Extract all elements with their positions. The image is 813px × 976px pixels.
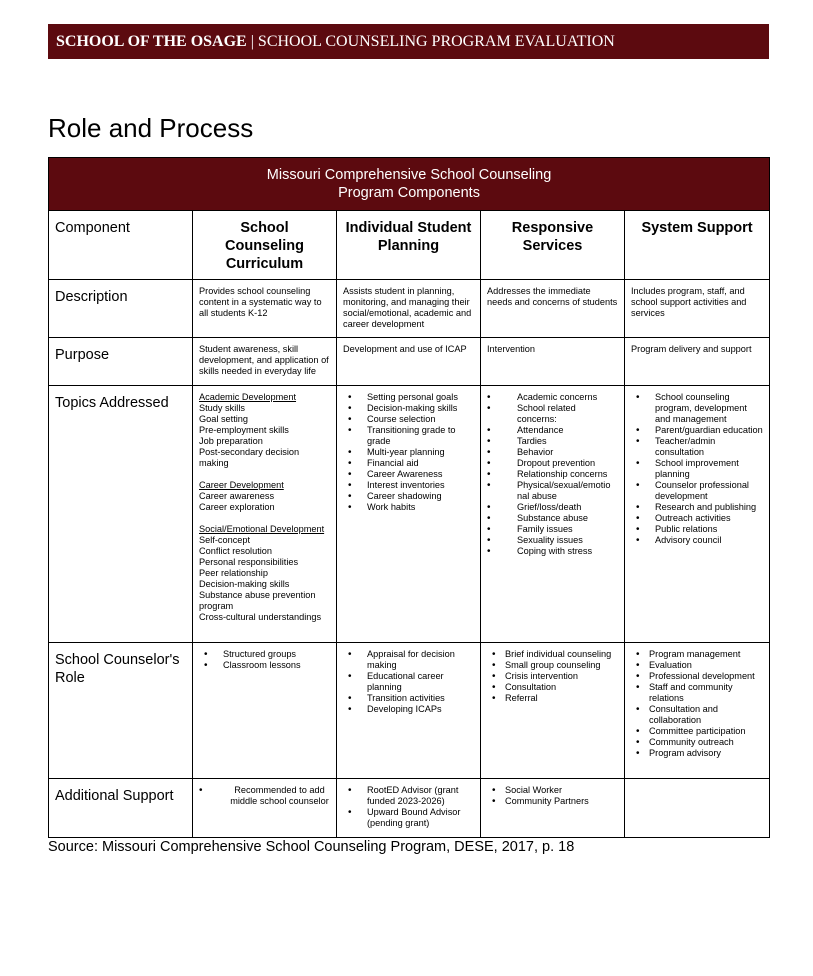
purpose-system: Program delivery and support — [625, 338, 770, 386]
row-label-description: Description — [49, 280, 193, 338]
list-item: • Counselor professional development — [631, 480, 763, 502]
topic-item: Job preparation — [199, 436, 263, 446]
topic-item: Decision-making skills — [199, 579, 290, 589]
list-item: • Program management — [631, 649, 763, 660]
purpose-responsive: Intervention — [481, 338, 625, 386]
list-item: • Advisory council — [631, 535, 763, 546]
list-item: • Parent/guardian education — [631, 425, 763, 436]
row-label-support: Additional Support — [49, 779, 193, 838]
corner-label: Component — [49, 211, 193, 280]
list-item: • Brief individual counseling — [487, 649, 618, 660]
role-system — [625, 643, 770, 779]
list-item: • Program advisory — [631, 748, 763, 759]
list-item: • School counseling program, development and management — [631, 392, 763, 425]
banner-separator: | — [250, 33, 254, 50]
list-item: • Substance abuse — [487, 513, 618, 524]
role-curriculum — [193, 643, 337, 779]
list-item: • Appraisal for decision making — [343, 649, 474, 671]
list-item: • Decision-making skills — [343, 403, 474, 414]
row-label-role: School Counselor's Role — [49, 643, 193, 779]
list-item: • Physical/sexual/emotio nal abuse — [487, 480, 618, 502]
list-item: • Community Partners — [487, 796, 618, 807]
col-header-responsive: Responsive Services — [481, 211, 625, 280]
list-item: • Teacher/admin consultation — [631, 436, 763, 458]
topics-system-list — [631, 392, 763, 546]
table-title-line2: Program Components — [338, 185, 480, 201]
list-item: • RootED Advisor (grant funded 2023-2026) — [343, 785, 474, 807]
topics-responsive-list — [487, 392, 618, 557]
topic-item: Pre-employment skills — [199, 425, 289, 435]
topics-planning-list — [343, 392, 474, 513]
topic-item: Substance abuse prevention program — [199, 590, 316, 611]
list-item: • Evaluation — [631, 660, 763, 671]
topic-item: Self-concept — [199, 535, 251, 545]
topic-item: Peer relationship — [199, 568, 268, 578]
description-system: Includes program, staff, and school support activities and services — [625, 280, 770, 338]
list-item: • Developing ICAPs — [343, 704, 474, 715]
topic-group-heading: Academic Development — [199, 392, 297, 402]
list-item: • Staff and community relations — [631, 682, 763, 704]
purpose-planning: Development and use of ICAP — [337, 338, 481, 386]
col-header-planning: Individual Student Planning — [337, 211, 481, 280]
list-item: • Transition activities — [343, 693, 474, 704]
list-item: • Coping with stress — [487, 546, 618, 557]
school-name: SCHOOL OF THE OSAGE — [56, 33, 247, 50]
support-responsive-list — [487, 785, 618, 807]
list-item: • Grief/loss/death — [487, 502, 618, 513]
list-item: • Research and publishing — [631, 502, 763, 513]
support-planning — [337, 779, 481, 838]
table-title-line1: Missouri Comprehensive School Counseling — [266, 167, 552, 183]
list-item: • Multi-year planning — [343, 447, 474, 458]
list-item: • Public relations — [631, 524, 763, 535]
list-item: • School improvement planning — [631, 458, 763, 480]
role-system-list — [631, 649, 763, 759]
list-item: • Transitioning grade to grade — [343, 425, 474, 447]
list-item: • Relationship concerns — [487, 469, 618, 480]
row-label-topics: Topics Addressed — [49, 386, 193, 643]
topics-planning — [337, 386, 481, 643]
topic-item: Personal responsibilities — [199, 557, 299, 567]
list-item: • Social Worker — [487, 785, 618, 796]
table-title — [49, 158, 770, 211]
topic-item: Post-secondary decision making — [199, 447, 300, 468]
list-item: • Recommended to add middle school counselor — [199, 785, 330, 807]
list-item: • Work habits — [343, 502, 474, 513]
row-label-purpose: Purpose — [49, 338, 193, 386]
topic-group-heading: Social/Emotional Development — [199, 524, 325, 534]
list-item: • Outreach activities — [631, 513, 763, 524]
topic-item: Career exploration — [199, 502, 275, 512]
role-planning-list — [343, 649, 474, 715]
list-item: • Dropout prevention — [487, 458, 618, 469]
support-responsive — [481, 779, 625, 838]
list-item: • Family issues — [487, 524, 618, 535]
topic-group-heading: Career Development — [199, 480, 284, 490]
topic-item: Conflict resolution — [199, 546, 273, 556]
role-planning — [337, 643, 481, 779]
source-citation: Source: Missouri Comprehensive School Counseling Program, DESE, 2017, p. 18 — [48, 839, 575, 855]
list-item: • Interest inventories — [343, 480, 474, 491]
support-curriculum — [193, 779, 337, 838]
role-curriculum-list — [199, 649, 330, 671]
list-item: • Consultation — [487, 682, 618, 693]
col-header-curriculum: School Counseling Curriculum — [193, 211, 337, 280]
list-item: • Career Awareness — [343, 469, 474, 480]
topics-curriculum — [193, 386, 337, 643]
list-item: • Career shadowing — [343, 491, 474, 502]
list-item: • Referral — [487, 693, 618, 704]
topic-item: Study skills — [199, 403, 245, 413]
page-title: Role and Process — [48, 113, 254, 143]
role-responsive-list — [487, 649, 618, 704]
components-table — [48, 157, 770, 838]
list-item: • School related concerns: — [487, 403, 618, 425]
list-item: • Classroom lessons — [199, 660, 330, 671]
topic-item: Cross-cultural understandings — [199, 612, 322, 622]
description-responsive: Addresses the immediate needs and concerns of students — [481, 280, 625, 338]
list-item: • Crisis intervention — [487, 671, 618, 682]
list-item: • Structured groups — [199, 649, 330, 660]
header-banner — [48, 24, 769, 59]
list-item: • Professional development — [631, 671, 763, 682]
list-item: • Academic concerns — [487, 392, 618, 403]
list-item: • Setting personal goals — [343, 392, 474, 403]
list-item: • Course selection — [343, 414, 474, 425]
topics-system — [625, 386, 770, 643]
list-item: • Committee participation — [631, 726, 763, 737]
support-system — [625, 779, 770, 838]
role-responsive — [481, 643, 625, 779]
description-curriculum: Provides school counseling content in a systematic way to all students K-12 — [193, 280, 337, 338]
list-item: • Community outreach — [631, 737, 763, 748]
list-item: • Small group counseling — [487, 660, 618, 671]
topic-item: Career awareness — [199, 491, 275, 501]
topics-responsive — [481, 386, 625, 643]
list-item: • Upward Bound Advisor (pending grant) — [343, 807, 474, 829]
list-item: • Educational career planning — [343, 671, 474, 693]
description-planning: Assists student in planning, monitoring, and managing their social/emotional, academic and career development — [337, 280, 481, 338]
support-curriculum-list — [199, 785, 330, 807]
list-item: • Tardies — [487, 436, 618, 447]
banner-subtitle: SCHOOL COUNSELING PROGRAM EVALUATION — [257, 33, 615, 50]
list-item: • Financial aid — [343, 458, 474, 469]
topic-item: Goal setting — [199, 414, 249, 424]
list-item: • Behavior — [487, 447, 618, 458]
list-item: • Consultation and collaboration — [631, 704, 763, 726]
list-item: • Attendance — [487, 425, 618, 436]
list-item: • Sexuality issues — [487, 535, 618, 546]
support-planning-list — [343, 785, 474, 829]
col-header-system: System Support — [625, 211, 770, 280]
purpose-curriculum: Student awareness, skill development, and application of skills needed in everyday life — [193, 338, 337, 386]
